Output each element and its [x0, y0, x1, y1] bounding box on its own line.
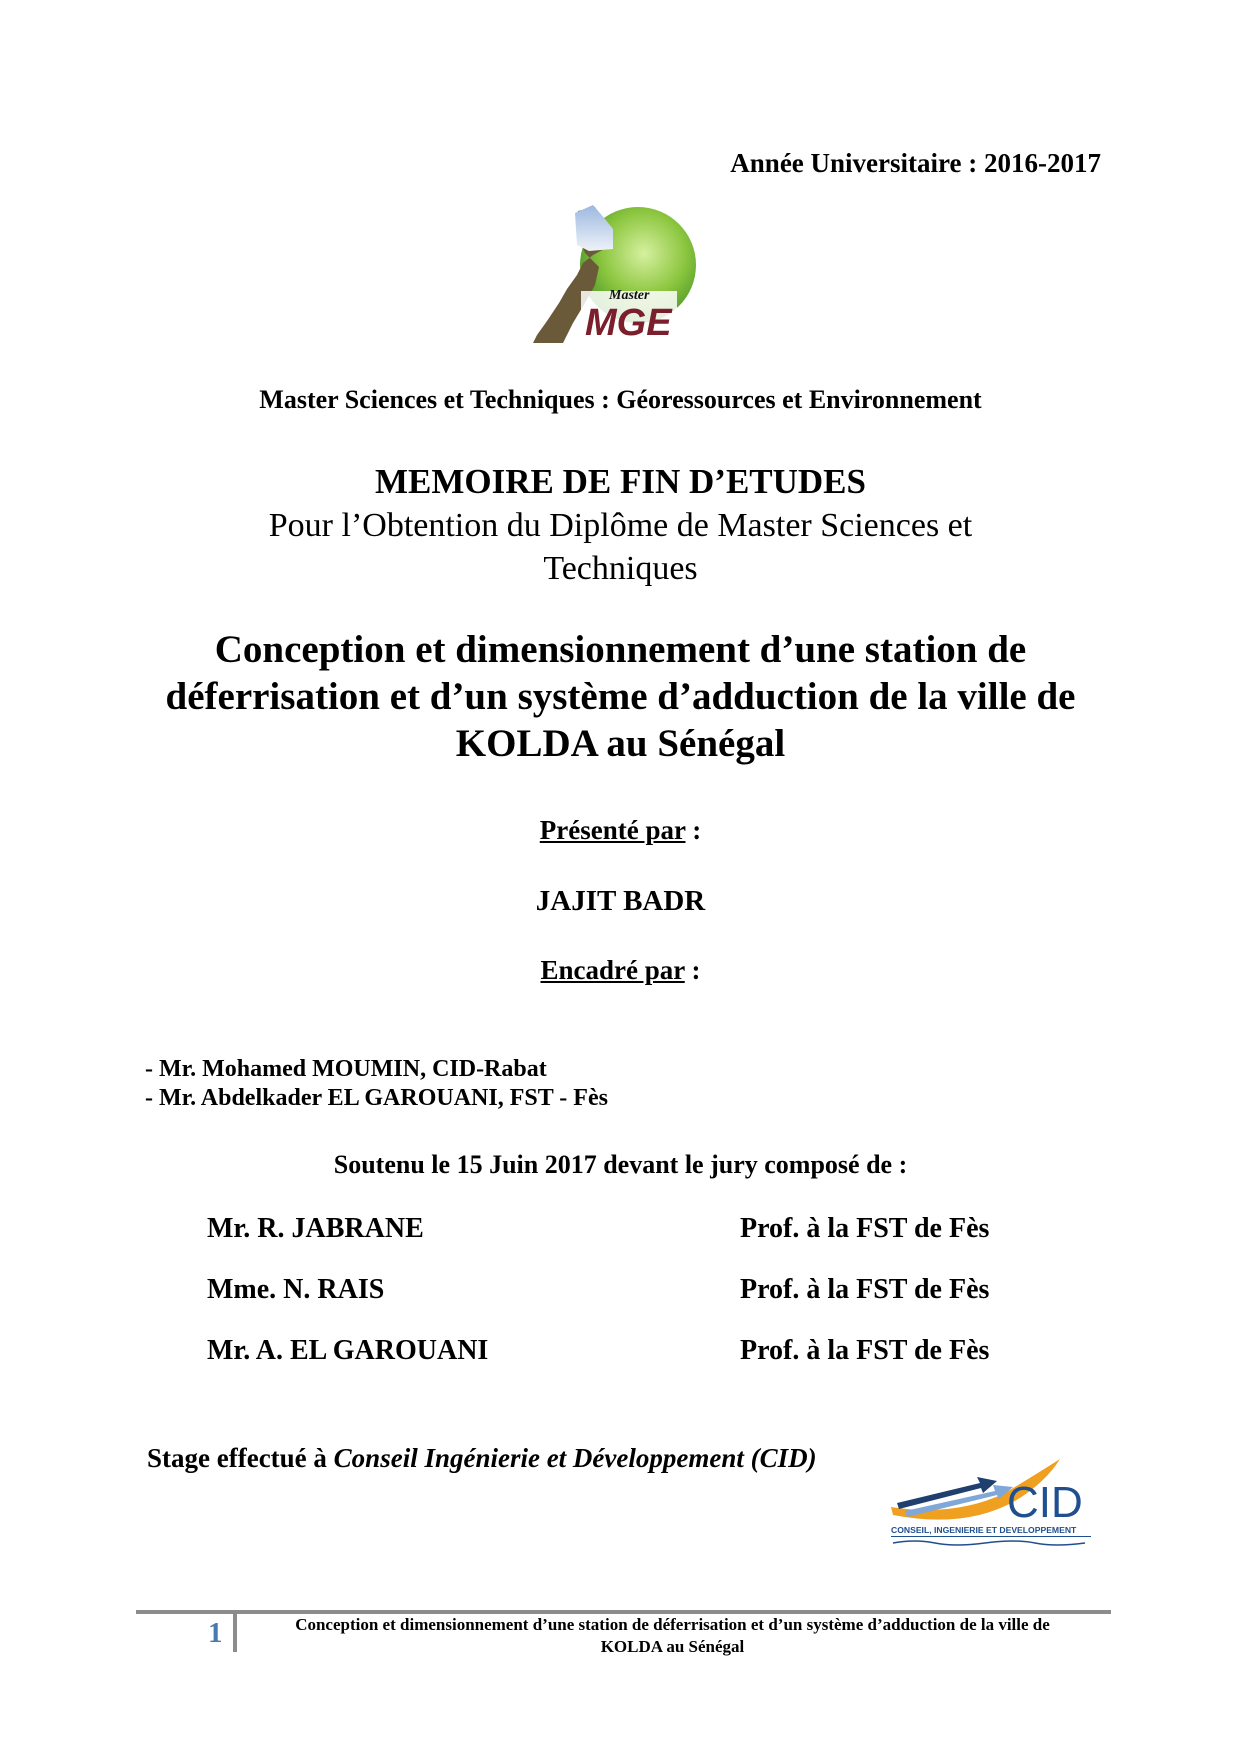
footer-running-title — [245, 1614, 1100, 1658]
defense-statement: Soutenu le 15 Juin 2017 devant le jury composé de : — [333, 1150, 908, 1179]
jury-member-name: Mr. A. EL GAROUANI — [207, 1335, 489, 1366]
presented-by-label — [0, 815, 1241, 846]
jury-member-role: Prof. à la FST de Fès — [740, 1213, 990, 1244]
diploma-statement-line: Pour l’Obtention du Diplôme de Master Sciences et — [268, 507, 973, 544]
internship-organization: Conseil Ingénierie et Développement (CID) — [333, 1443, 817, 1473]
mge-main-label: MGE — [585, 302, 672, 344]
cid-logo-graphic — [885, 1455, 1100, 1550]
academic-year: Année Universitaire : 2016-2017 — [730, 148, 1101, 178]
master-program: Master Sciences et Techniques : Géoressources et Environnement — [259, 385, 982, 414]
cid-logo — [885, 1455, 1100, 1550]
supervised-by-colon: : — [684, 955, 701, 985]
supervised-by-label — [0, 955, 1241, 986]
diploma-statement — [0, 504, 1241, 590]
memoire-title: MEMOIRE DE FIN D’ETUDES — [374, 462, 866, 501]
footer-page-separator — [233, 1614, 237, 1652]
diploma-statement-line: Techniques — [543, 550, 698, 587]
jury-member-name: Mme. N. RAIS — [207, 1274, 385, 1305]
thesis-title-line: déferrisation et d’un système d’adduction de la ville de — [165, 675, 1076, 718]
jury-member-name: Mr. R. JABRANE — [207, 1213, 424, 1244]
jury-member — [207, 1335, 1027, 1396]
internship-statement — [147, 1443, 817, 1474]
presented-by-colon: : — [685, 815, 702, 845]
internship-prefix: Stage effectué à — [147, 1443, 334, 1473]
thesis-title — [100, 626, 1141, 767]
supervised-by-text: Encadré par — [540, 955, 685, 985]
mge-logo-graphic — [533, 203, 713, 348]
jury-member-role: Prof. à la FST de Fès — [740, 1335, 990, 1366]
supervisors-list — [145, 1055, 608, 1113]
mge-master-logo — [533, 203, 713, 348]
jury-member-role: Prof. à la FST de Fès — [740, 1274, 990, 1305]
presented-by-text: Présenté par — [539, 815, 686, 845]
footer-title-line: KOLDA au Sénégal — [600, 1637, 745, 1656]
footer-title-line: Conception et dimensionnement d’une station de déferrisation et d’un système d’adduction de la ville de — [295, 1615, 1050, 1634]
thesis-title-line: KOLDA au Sénégal — [455, 722, 786, 765]
thesis-title-line: Conception et dimensionnement d’une station de — [214, 628, 1027, 671]
mge-master-label: Master — [609, 288, 650, 303]
jury-member — [207, 1274, 1027, 1335]
jury-member — [207, 1213, 1027, 1274]
page-number: 1 — [208, 1617, 223, 1649]
jury-list — [207, 1213, 1027, 1396]
supervisor-item: - Mr. Abdelkader EL GAROUANI, FST - Fès — [145, 1085, 608, 1111]
cid-main-label: CID — [1007, 1478, 1083, 1527]
supervisor-item: - Mr. Mohamed MOUMIN, CID-Rabat — [145, 1056, 547, 1082]
cid-subtitle: CONSEIL, INGENIERIE ET DEVELOPPEMENT — [891, 1525, 1077, 1535]
author-name: JAJIT BADR — [535, 885, 706, 917]
